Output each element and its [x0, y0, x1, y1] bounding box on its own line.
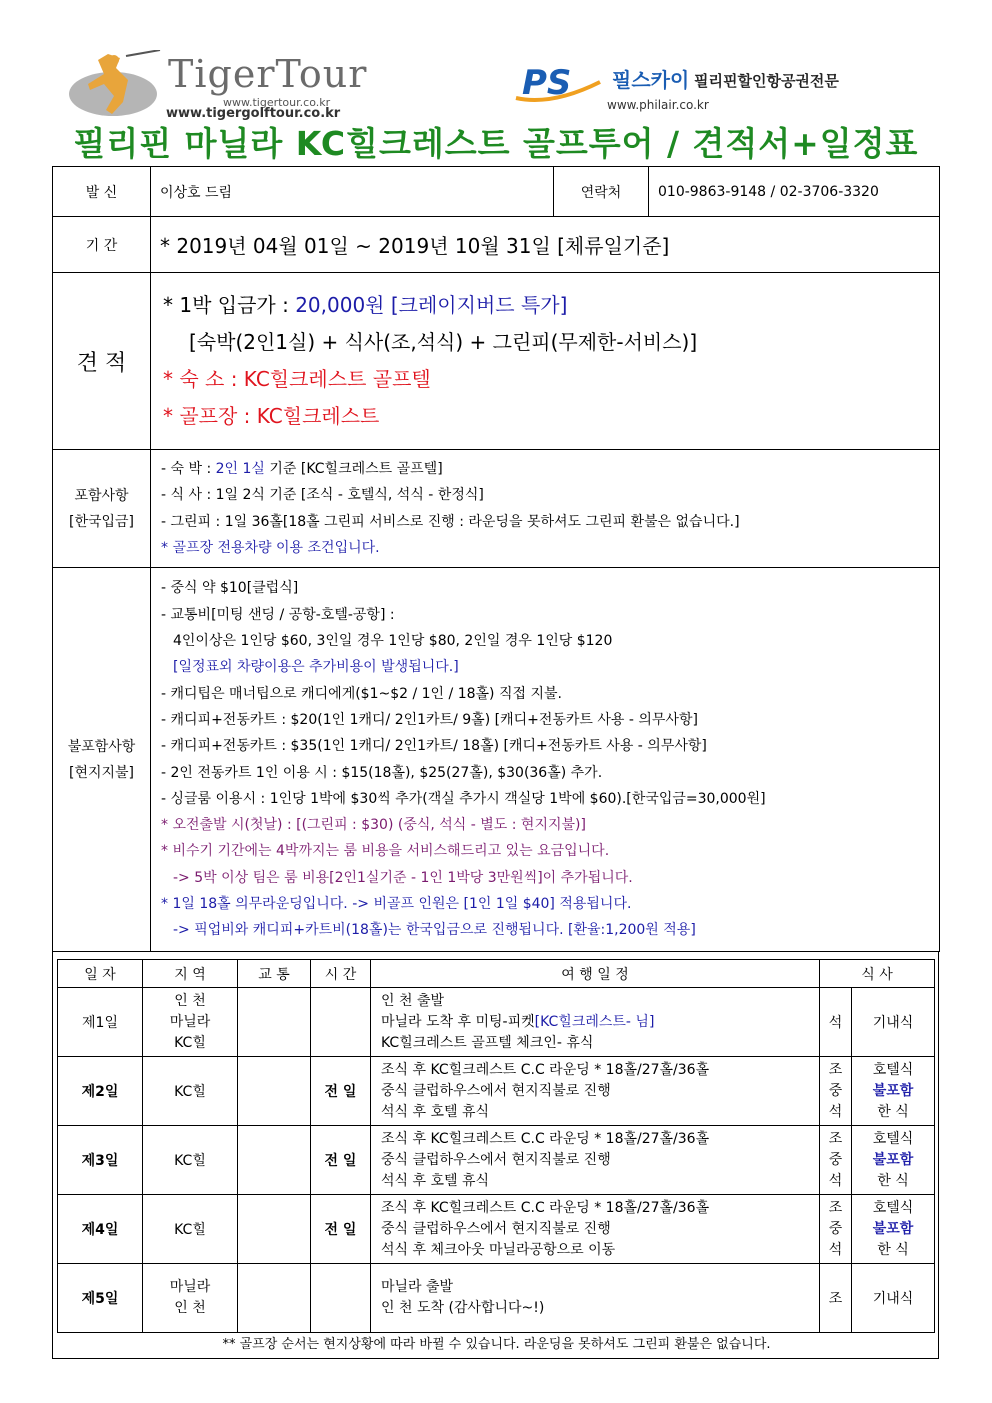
- meal-line: 호텔식: [872, 1061, 914, 1078]
- sender-value: 이상호 드림: [151, 167, 554, 217]
- quote-course: * 골프장 : KC힐크레스트: [163, 404, 380, 428]
- philsky-logo: [512, 62, 912, 122]
- included-label-2: [한국입금]: [68, 513, 135, 530]
- included-label: [53, 450, 151, 568]
- day-cell: 제5일: [58, 1264, 143, 1333]
- region-cell: KC힐: [143, 1126, 238, 1195]
- excluded-line: - 중식 약 $10[클럽식]: [161, 580, 299, 597]
- itinerary-line: 마닐라 출발: [381, 1279, 454, 1295]
- tigertour-logo: [68, 50, 398, 120]
- period-row: [53, 217, 940, 273]
- header-time: 시 간: [311, 960, 371, 988]
- itinerary-cell: [371, 1264, 820, 1333]
- philsky-subtitle: 필리핀할인항공권전문: [694, 72, 839, 90]
- itinerary-text: 마닐라 도착 후 미팅-피켓: [381, 1013, 535, 1030]
- itinerary-line: 중식 클럽하우스에서 현지직불로 진행: [381, 1220, 611, 1237]
- meal-code-cell: [820, 1195, 852, 1264]
- header-region: 지 역: [143, 960, 238, 988]
- day-cell: 제3일: [58, 1126, 143, 1195]
- excluded-line: 4인이상은 1인당 $60, 3인일 경우 1인당 $80, 2인일 경우 1인당 $120: [173, 633, 613, 650]
- philsky-name: 필스카이: [612, 68, 690, 92]
- meal-code: 조: [828, 1199, 843, 1216]
- time-cell: 전 일: [311, 1195, 371, 1264]
- quote-price: 20,000원: [295, 293, 385, 317]
- schedule-footnote: ** 골프장 순서는 현지상황에 따라 바뀔 수 있습니다. 라운딩을 못하셔도 그린피 환불은 없습니다.: [222, 1337, 771, 1352]
- included-line-1a: - 숙 박 :: [161, 460, 216, 477]
- included-line-3: - 그린피 : 1일 36홀[18홀 그린피 서비스로 진행 : 라운딩을 못하셔도 그린피 환불은 없습니다.]: [161, 513, 740, 530]
- header-day: 일 자: [58, 960, 143, 988]
- excluded-row: [53, 568, 940, 952]
- meal-line-excluded: 불포함: [872, 1151, 914, 1168]
- ps-logo-icon: [512, 62, 607, 112]
- transport-cell: [238, 1126, 311, 1195]
- excluded-line: -> 5박 이상 팀은 룸 비용[2인1실기준 - 1인 1박당 3만원씩]이 추가됩니다.: [173, 869, 633, 886]
- itinerary-cell: [371, 988, 820, 1057]
- philsky-url: www.philair.co.kr: [607, 98, 709, 112]
- region-line: 인 천: [174, 1300, 206, 1316]
- meal-line: 한 식: [877, 1241, 909, 1258]
- excluded-label-2: [현지지불]: [68, 764, 135, 781]
- schedule-table: [57, 959, 935, 1333]
- header-meal: 식 사: [820, 960, 935, 988]
- excluded-line: * 1일 18홀 의무라운딩입니다. -> 비골프 인원은 [1인 1일 $40] 적용됩니다.: [161, 895, 632, 912]
- excluded-line: - 2인 전동카트 1인 이용 시 : $15(18홀), $25(27홀), $30(36홀) 추가.: [161, 764, 603, 781]
- excluded-label-1: 불포함사항: [67, 738, 136, 755]
- header-transport: 교 통: [238, 960, 311, 988]
- meal-cell: [852, 1126, 935, 1195]
- period-value: * 2019년 04월 01일 ~ 2019년 10월 31일 [체류일기준]: [151, 217, 940, 273]
- quote-label: 견 적: [53, 273, 151, 450]
- excluded-content: [151, 568, 940, 952]
- region-line: KC힐: [174, 1034, 206, 1051]
- tigertour-name: TigerTour: [168, 52, 368, 96]
- tigertour-url-1: www.tigertour.co.kr: [223, 96, 331, 109]
- itinerary-line: 인 천 도착 (감사합니다~!): [381, 1300, 545, 1316]
- region-line: 마닐라: [169, 1279, 211, 1295]
- ps-logo-mark: PS: [522, 63, 572, 103]
- meal-code: 조: [828, 1061, 843, 1078]
- transport-cell: [238, 1264, 311, 1333]
- header-itinerary: 여 행 일 정: [371, 960, 820, 988]
- day-cell: 제1일: [58, 988, 143, 1057]
- meal-code: 석: [828, 1241, 843, 1258]
- meal-code-cell: [820, 1057, 852, 1126]
- golfer-icon: [68, 50, 168, 120]
- schedule-row-day1: [58, 988, 935, 1057]
- included-line-1: [151, 456, 939, 482]
- schedule-header-row: [58, 960, 935, 988]
- schedule-row-day4: [58, 1195, 935, 1264]
- meal-cell: 기내식: [852, 988, 935, 1057]
- region-cell: KC힐: [143, 1195, 238, 1264]
- meal-code: 중: [828, 1082, 843, 1099]
- transport-cell: [238, 1195, 311, 1264]
- meal-code: 조: [828, 1130, 843, 1147]
- meal-line-excluded: 불포함: [872, 1220, 914, 1237]
- meal-code-cell: 석: [820, 988, 852, 1057]
- meal-cell: 기내식: [852, 1264, 935, 1333]
- quote-table: [52, 166, 940, 952]
- meal-line: 호텔식: [872, 1130, 914, 1147]
- meal-code-cell: 조: [820, 1264, 852, 1333]
- day-cell: 제4일: [58, 1195, 143, 1264]
- sender-row: [53, 167, 940, 217]
- excluded-line: [일정표외 차량이용은 추가비용이 발생됩니다.]: [173, 659, 459, 676]
- contact-value: 010-9863-9148 / 02-3706-3320: [649, 167, 940, 217]
- sender-label: 발 신: [53, 167, 151, 217]
- itinerary-line: 석식 후 체크아웃 마닐라공항으로 이동: [381, 1241, 616, 1258]
- meal-line: 한 식: [877, 1172, 909, 1189]
- region-cell: [143, 988, 238, 1057]
- excluded-line: - 캐디피+전동카트 : $20(1인 1캐디/ 2인1카트/ 9홀) [캐디+전동카트 사용 - 의무사항]: [161, 711, 698, 728]
- contact-label: 연락처: [554, 167, 649, 217]
- region-line: 인 천: [174, 992, 206, 1009]
- day-cell: 제2일: [58, 1057, 143, 1126]
- included-line-4: * 골프장 전용차량 이용 조건입니다.: [161, 539, 380, 556]
- itinerary-line: [381, 1012, 819, 1033]
- included-label-1: 포함사항: [74, 487, 129, 504]
- transport-cell: [238, 988, 311, 1057]
- included-line-1b: 2인 1실: [215, 460, 265, 477]
- itinerary-line: 중식 클럽하우스에서 현지직불로 진행: [381, 1082, 611, 1099]
- included-line-1c: 기준 [KC힐크레스트 골프텔]: [264, 460, 443, 477]
- itinerary-line: 석식 후 호텔 휴식: [381, 1172, 490, 1189]
- meal-code-cell: [820, 1126, 852, 1195]
- excluded-line: * 비수기 기간에는 4박까지는 룸 비용을 서비스해드리고 있는 요금입니다.: [161, 843, 610, 860]
- itinerary-line: 조식 후 KC힐크레스트 C.C 라운딩 * 18홀/27홀/36홀: [381, 1130, 710, 1147]
- time-cell: [311, 988, 371, 1057]
- quote-includes: [숙박(2인1실) + 식사(조,석식) + 그린피(무제한-서비스)]: [189, 330, 698, 354]
- excluded-line: -> 픽업비와 캐디피+카트비(18홀)는 한국입금으로 진행됩니다. [환율:1,200원 적용]: [173, 922, 696, 939]
- excluded-label: [53, 568, 151, 952]
- quote-row: [53, 273, 940, 450]
- meal-line-excluded: 불포함: [872, 1082, 914, 1099]
- quote-price-line: [151, 287, 939, 324]
- itinerary-line: 조식 후 KC힐크레스트 C.C 라운딩 * 18홀/27홀/36홀: [381, 1061, 710, 1078]
- itinerary-cell: [371, 1057, 820, 1126]
- meal-code: 석: [828, 1103, 843, 1120]
- quote-price-note: [크레이지버드 특가]: [390, 293, 568, 317]
- itinerary-line: 석식 후 호텔 휴식: [381, 1103, 490, 1120]
- region-cell: [143, 1264, 238, 1333]
- meal-code: 석: [828, 1172, 843, 1189]
- schedule-row-day2: [58, 1057, 935, 1126]
- schedule-section: [52, 951, 939, 1359]
- region-cell: KC힐: [143, 1057, 238, 1126]
- included-row: [53, 450, 940, 568]
- meal-cell: [852, 1195, 935, 1264]
- tigertour-url-2: www.tigergolftour.co.kr: [166, 106, 341, 121]
- itinerary-line: 인 천 출발: [381, 992, 444, 1009]
- itinerary-line: 중식 클럽하우스에서 현지직불로 진행: [381, 1151, 611, 1168]
- itinerary-line: KC힐크레스트 골프텔 체크인- 휴식: [381, 1034, 594, 1051]
- itinerary-line: 조식 후 KC힐크레스트 C.C 라운딩 * 18홀/27홀/36홀: [381, 1199, 710, 1216]
- schedule-row-day5: [58, 1264, 935, 1333]
- quote-hotel: * 숙 소 : KC힐크레스트 골프텔: [163, 367, 431, 391]
- time-cell: [311, 1264, 371, 1333]
- time-cell: 전 일: [311, 1057, 371, 1126]
- included-content: [151, 450, 940, 568]
- excluded-line: - 캐디피+전동카트 : $35(1인 1캐디/ 2인1카트/ 18홀) [캐디+전동카트 사용 - 의무사항]: [161, 738, 707, 755]
- itinerary-cell: [371, 1126, 820, 1195]
- meal-line: 호텔식: [872, 1199, 914, 1216]
- period-label: 기 간: [53, 217, 151, 273]
- quote-price-prefix: * 1박 입금가 :: [163, 293, 296, 317]
- excluded-line: - 캐디팁은 매너팁으로 캐디에게($1~$2 / 1인 / 18홀) 직접 지불.: [161, 685, 562, 702]
- meal-code: 중: [828, 1220, 843, 1237]
- itinerary-cell: [371, 1195, 820, 1264]
- excluded-line: - 교통비[미팅 샌딩 / 공항-호텔-공항] :: [161, 606, 395, 623]
- meal-line: 한 식: [877, 1103, 909, 1120]
- region-line: 마닐라: [169, 1013, 211, 1030]
- transport-cell: [238, 1057, 311, 1126]
- included-line-2: - 식 사 : 1일 2식 기준 [조식 - 호텔식, 석식 - 한정식]: [161, 487, 484, 504]
- meal-code: 중: [828, 1151, 843, 1168]
- itinerary-picket: [KC힐크레스트- 님]: [534, 1013, 655, 1030]
- meal-cell: [852, 1057, 935, 1126]
- excluded-line: - 싱글룸 이용시 : 1인당 1박에 $30씩 추가(객실 추가시 객실당 1박에 $60).[한국입금=30,000원]: [161, 790, 766, 807]
- page-title: 필리핀 마닐라 KC힐크레스트 골프투어 / 견적서+일정표: [73, 124, 919, 163]
- excluded-line: * 오전출발 시(첫날) : [(그린피 : $30) (중식, 석식 - 별도 : 현지지불)]: [161, 817, 586, 834]
- time-cell: 전 일: [311, 1126, 371, 1195]
- quote-content: [151, 273, 940, 450]
- schedule-row-day3: [58, 1126, 935, 1195]
